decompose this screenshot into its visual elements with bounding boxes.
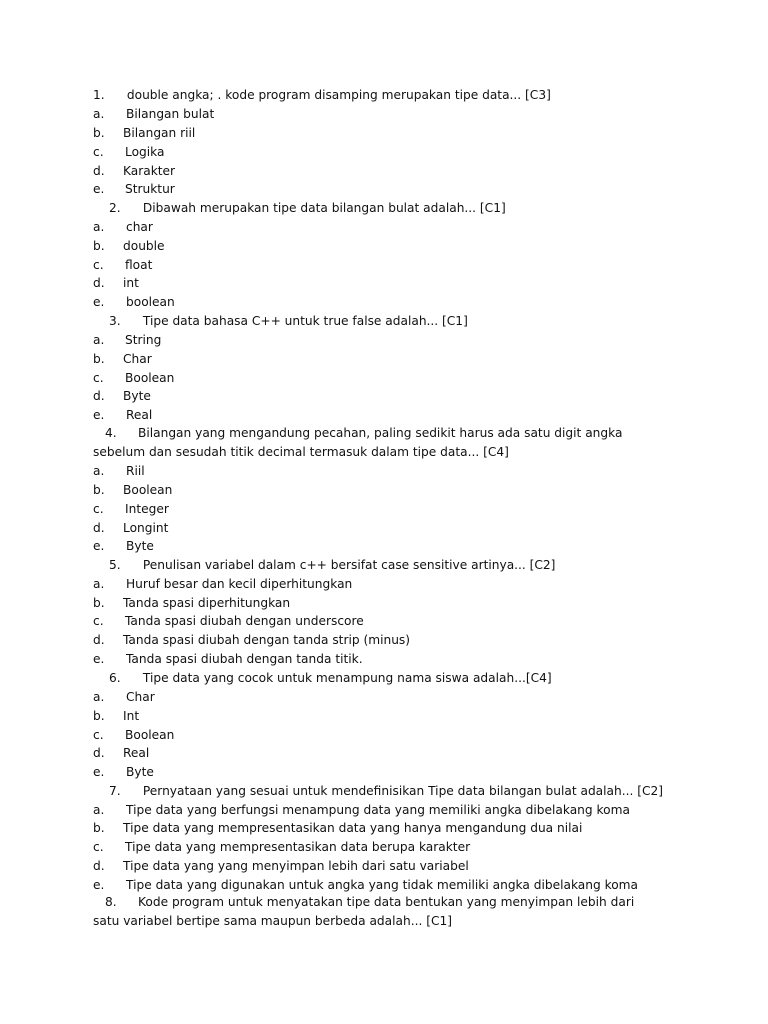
option-letter: d. xyxy=(93,389,105,403)
option-text: Byte xyxy=(126,765,154,779)
option-7d xyxy=(93,858,469,874)
question-number: 1. xyxy=(93,88,105,102)
question-5 xyxy=(109,557,555,573)
option-letter: a. xyxy=(93,464,105,478)
option-letter: a. xyxy=(93,577,105,591)
question-text: double angka; . kode program disamping merupakan tipe data... [C3] xyxy=(126,88,551,102)
option-1e xyxy=(93,181,175,197)
option-1a xyxy=(93,106,214,122)
option-text: Boolean xyxy=(123,483,173,497)
option-letter: b. xyxy=(93,126,105,140)
question-2 xyxy=(109,200,506,216)
option-text: Tipe data yang berfungsi menampung data yang memiliki angka dibelakang koma xyxy=(126,803,630,817)
question-text: Tipe data bahasa C++ untuk true false adalah... [C1] xyxy=(142,314,468,328)
option-letter: a. xyxy=(93,803,105,817)
option-letter: d. xyxy=(93,521,105,535)
question-text: Penulisan variabel dalam c++ bersifat case sensitive artinya... [C2] xyxy=(142,558,556,572)
option-4a xyxy=(93,463,145,479)
option-text: Longint xyxy=(123,521,169,535)
question-number: 8. xyxy=(105,895,117,909)
option-letter: c. xyxy=(93,728,104,742)
option-text: Tanda spasi diubah dengan tanda titik. xyxy=(126,652,363,666)
option-letter: b. xyxy=(93,239,105,253)
option-3a xyxy=(93,332,161,348)
option-letter: b. xyxy=(93,596,105,610)
question-4 xyxy=(93,424,673,462)
option-letter: c. xyxy=(93,258,104,272)
option-letter: e. xyxy=(93,408,105,422)
option-7c xyxy=(93,839,470,855)
option-letter: b. xyxy=(93,709,105,723)
option-letter: b. xyxy=(93,483,105,497)
question-text: Dibawah merupakan tipe data bilangan bulat adalah... [C1] xyxy=(142,201,506,215)
option-letter: c. xyxy=(93,614,104,628)
option-letter: e. xyxy=(93,539,105,553)
option-1d xyxy=(93,163,175,179)
option-text: Logika xyxy=(125,145,165,159)
option-letter: b. xyxy=(93,352,105,366)
option-3e xyxy=(93,407,152,423)
option-text: Tipe data yang mempresentasikan data yang hanya mengandung dua nilai xyxy=(123,821,583,835)
option-6a xyxy=(93,689,155,705)
option-letter: d. xyxy=(93,633,105,647)
option-letter: c. xyxy=(93,502,104,516)
option-text: float xyxy=(125,258,153,272)
question-7 xyxy=(109,783,663,799)
option-letter: d. xyxy=(93,859,105,873)
option-5c xyxy=(93,613,364,629)
option-7e xyxy=(93,877,638,893)
option-letter: a. xyxy=(93,690,105,704)
option-letter: d. xyxy=(93,746,105,760)
option-text: Char xyxy=(123,352,152,366)
option-text: Integer xyxy=(125,502,169,516)
question-number: 4. xyxy=(105,426,117,440)
option-2d xyxy=(93,275,139,291)
option-5d xyxy=(93,632,410,648)
option-text: Int xyxy=(123,709,140,723)
option-letter: b. xyxy=(93,821,105,835)
option-letter: c. xyxy=(93,840,104,854)
option-2e xyxy=(93,294,175,310)
option-2b xyxy=(93,238,165,254)
option-text: boolean xyxy=(126,295,175,309)
question-number: 2. xyxy=(109,201,121,215)
option-letter: a. xyxy=(93,333,105,347)
option-4e xyxy=(93,538,154,554)
option-4d xyxy=(93,520,168,536)
option-text: Byte xyxy=(126,539,154,553)
option-7b xyxy=(93,820,582,836)
option-1b xyxy=(93,125,195,141)
option-text: Real xyxy=(123,746,150,760)
option-text: Karakter xyxy=(123,164,176,178)
option-6e xyxy=(93,764,154,780)
question-3 xyxy=(109,313,468,329)
question-number: 6. xyxy=(109,671,121,685)
option-text: Tanda spasi diubah dengan underscore xyxy=(125,614,364,628)
option-text: Tipe data yang mempresentasikan data berupa karakter xyxy=(125,840,471,854)
question-text: Kode program untuk menyatakan tipe data bentukan yang menyimpan lebih dari satu variabel bertipe sama maupun berbeda adalah... [C1] xyxy=(93,895,635,928)
option-letter: e. xyxy=(93,182,105,196)
option-6c xyxy=(93,727,174,743)
question-number: 3. xyxy=(109,314,121,328)
option-7a xyxy=(93,802,630,818)
option-text: Boolean xyxy=(125,371,175,385)
option-5a xyxy=(93,576,352,592)
option-letter: d. xyxy=(93,164,105,178)
option-letter: c. xyxy=(93,145,104,159)
option-3d xyxy=(93,388,151,404)
option-2a xyxy=(93,219,153,235)
option-text: int xyxy=(123,276,139,290)
option-letter: c. xyxy=(93,371,104,385)
option-text: Boolean xyxy=(125,728,175,742)
option-text: double xyxy=(123,239,165,253)
option-text: Huruf besar dan kecil diperhitungkan xyxy=(126,577,353,591)
option-text: Char xyxy=(126,690,155,704)
option-text: Byte xyxy=(123,389,151,403)
option-letter: e. xyxy=(93,295,105,309)
option-text: Tanda spasi diubah dengan tanda strip (minus) xyxy=(123,633,411,647)
option-5e xyxy=(93,651,363,667)
question-number: 7. xyxy=(109,784,121,798)
option-4c xyxy=(93,501,169,517)
question-8 xyxy=(93,893,653,931)
question-text: Pernyataan yang sesuai untuk mendefinisikan Tipe data bilangan bulat adalah... [C2] xyxy=(142,784,663,798)
option-text: Bilangan bulat xyxy=(126,107,215,121)
option-3b xyxy=(93,351,152,367)
option-text: char xyxy=(126,220,153,234)
option-text: Tipe data yang digunakan untuk angka yang tidak memiliki angka dibelakang koma xyxy=(126,878,639,892)
option-text: Riil xyxy=(126,464,145,478)
option-text: Struktur xyxy=(125,182,175,196)
option-1c xyxy=(93,144,164,160)
option-text: Real xyxy=(126,408,153,422)
question-text: Tipe data yang cocok untuk menampung nama siswa adalah...[C4] xyxy=(142,671,552,685)
question-6 xyxy=(109,670,552,686)
option-letter: a. xyxy=(93,107,105,121)
option-letter: d. xyxy=(93,276,105,290)
option-text: String xyxy=(125,333,162,347)
option-5b xyxy=(93,595,290,611)
option-letter: e. xyxy=(93,878,105,892)
option-6b xyxy=(93,708,139,724)
question-1 xyxy=(93,87,551,103)
option-text: Tipe data yang yang menyimpan lebih dari satu variabel xyxy=(123,859,469,873)
option-3c xyxy=(93,370,174,386)
option-letter: a. xyxy=(93,220,105,234)
option-4b xyxy=(93,482,172,498)
option-2c xyxy=(93,257,152,273)
option-letter: e. xyxy=(93,765,105,779)
option-text: Bilangan riil xyxy=(123,126,196,140)
question-text: Bilangan yang mengandung pecahan, paling sedikit harus ada satu digit angka sebelum dan sesudah titik decimal termasuk dalam tipe data... [C4] xyxy=(93,426,623,459)
question-number: 5. xyxy=(109,558,121,572)
option-letter: e. xyxy=(93,652,105,666)
option-text: Tanda spasi diperhitungkan xyxy=(123,596,291,610)
option-6d xyxy=(93,745,149,761)
